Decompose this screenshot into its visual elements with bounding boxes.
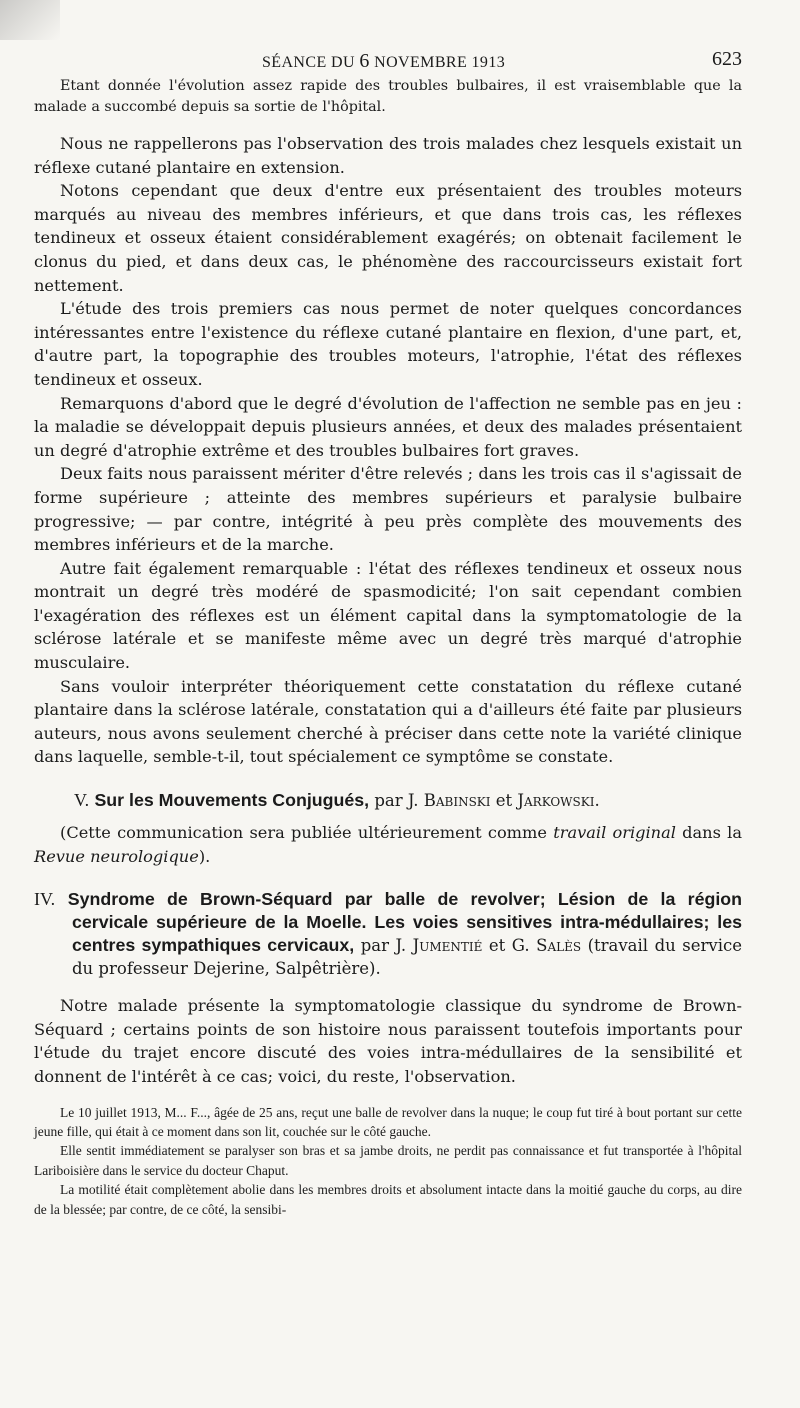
page-number: 623 [712,48,742,70]
observation-1: Le 10 juillet 1913, M... F..., âgée de 25 ans, reçut une balle de revolver dans la nuque; le coup fut tiré à bout portant sur cette jeune fille, qui était à ce moment dans son lit, couchée sur le côté gauche. [34,1104,742,1139]
section-iv-et: et G. [482,936,537,956]
section-v-author-2: Jarkowski. [517,791,600,811]
section-iv-author-2: Salès [536,936,582,956]
section-iv-affiliation: (travail du service du professeur Dejerine, Salpêtrière). [72,936,742,979]
section-v-initial: J. [407,791,424,811]
section-iv-body: Notre malade présente la symptomatologie classique du syndrome de Brown-Séquard ; certains points de son histoire nous paraissent toutefois importants pour l'étude du trajet encore discuté des voies intra-médullaires de la sensibilité et donnent de l'intérêt à ce cas; voici, du reste, l'observation. [34,996,742,1086]
section-v-et: et [490,791,518,811]
observation-3: La motilité était complètement abolie dans les membres droits et absolument intacte dans la moitié gauche du corps, au dire de la blessée; par contre, de ce côté, la sensibi- [34,1182,742,1217]
book-page [34,46,742,1219]
section-v-heading [34,789,742,812]
paragraph-3: L'étude des trois premiers cas nous permet de noter quelques concordances intéressantes entre l'existence du réflexe cutané plantaire en flexion, d'une part, et, d'autre part, la topographie des troubles moteurs, l'atrophie, l'état des réflexes tendineux et osseux. [34,299,742,389]
section-v-number: V. [74,790,90,811]
section-v-note-italic-2: Revue neurologique [34,846,199,866]
paragraph-6: Autre fait également remarquable : l'état des réflexes tendineux et osseux nous montrait un degré très modéré de spasmodicité; l'on sait cependant combien l'exagération des réflexes est un élément capital dans la symptomatologie de la sclérose latérale et se manifeste même avec un degré très marqué d'atrophie musculaire. [34,558,742,673]
running-title-post: NOVEMBRE 1913 [369,54,506,71]
section-v-note-post: ). [198,846,211,866]
section-iv-title: Syndrome de Brown-Séquard par balle de revolver; Lésion de la région cervicale supérieure de la Moelle. Les voies sensitives intra-médullaires; les centres sympathiques cervicaux, [67,889,742,956]
observation-2: Elle sentit immédiatement se paralyser son bras et sa jambe droits, ne perdit pas connaissance et fut transportée à l'hôpital Lariboisière dans le service du docteur Chaput. [34,1143,742,1178]
running-title-pre: SÉANCE DU [262,54,360,71]
section-v-note [34,821,742,868]
section-iv-par: par J. [354,936,413,956]
section-iv-heading [34,888,742,980]
section-v-note-italic-1: travail original [553,823,676,843]
paragraph-5: Deux faits nous paraissent mériter d'être relevés ; dans les trois cas il s'agissait de forme supérieure ; atteinte des membres supérieurs et paralysie bulbaire progressive; — par contre, intégrité à peu près complète des mouvements des membres inférieurs et de la marche. [34,464,742,555]
running-title [262,50,505,73]
running-head [34,46,742,76]
intro-paragraph: Etant donnée l'évolution assez rapide des troubles bulbaires, il est vraisemblable que la malade a succombé depuis sa sortie de l'hôpital. [34,78,742,115]
scan-edge-shadow [0,0,60,40]
section-iv-author-1: Jumentié [412,936,483,956]
section-v-author-1: Babinski [423,791,491,811]
paragraph-2: Notons cependant que deux d'entre eux présentaient des troubles moteurs marqués au niveau des membres inférieurs, et que dans trois cas, les réflexes tendineux et osseux étaient considérablement exagérés; on obtenait facilement le clonus du pied, et dans deux cas, le phénomène des raccourcisseurs existait fort nettement. [34,181,742,295]
paragraph-1: Nous ne rappellerons pas l'observation des trois malades chez lesquels existait un réflexe cutané plantaire en extension. [34,134,742,177]
running-title-day: 6 [359,50,370,72]
paragraph-4: Remarquons d'abord que le degré d'évolution de l'affection ne semble pas en jeu : la maladie se développait depuis plusieurs années, et deux des malades présentaient un degré d'atrophie extrême et des troubles bulbaires fort graves. [34,393,742,460]
section-v-title: Sur les Mouvements Conjugués, [94,790,370,811]
section-v-note-mid: dans la [675,823,742,843]
paragraph-7: Sans vouloir interpréter théoriquement cette constatation du réflexe cutané plantaire dans la sclérose latérale, constatation qui a d'ailleurs été faite par plusieurs auteurs, nous avons seulement cherché à préciser dans cette note la variété clinique dans laquelle, semble-t-il, tout spécialement ce symptôme se constate. [34,676,742,767]
section-iv-number: IV. [34,889,56,910]
section-v-par: par [369,791,408,811]
section-v-note-pre: (Cette communication sera publiée ultérieurement comme [60,823,554,843]
